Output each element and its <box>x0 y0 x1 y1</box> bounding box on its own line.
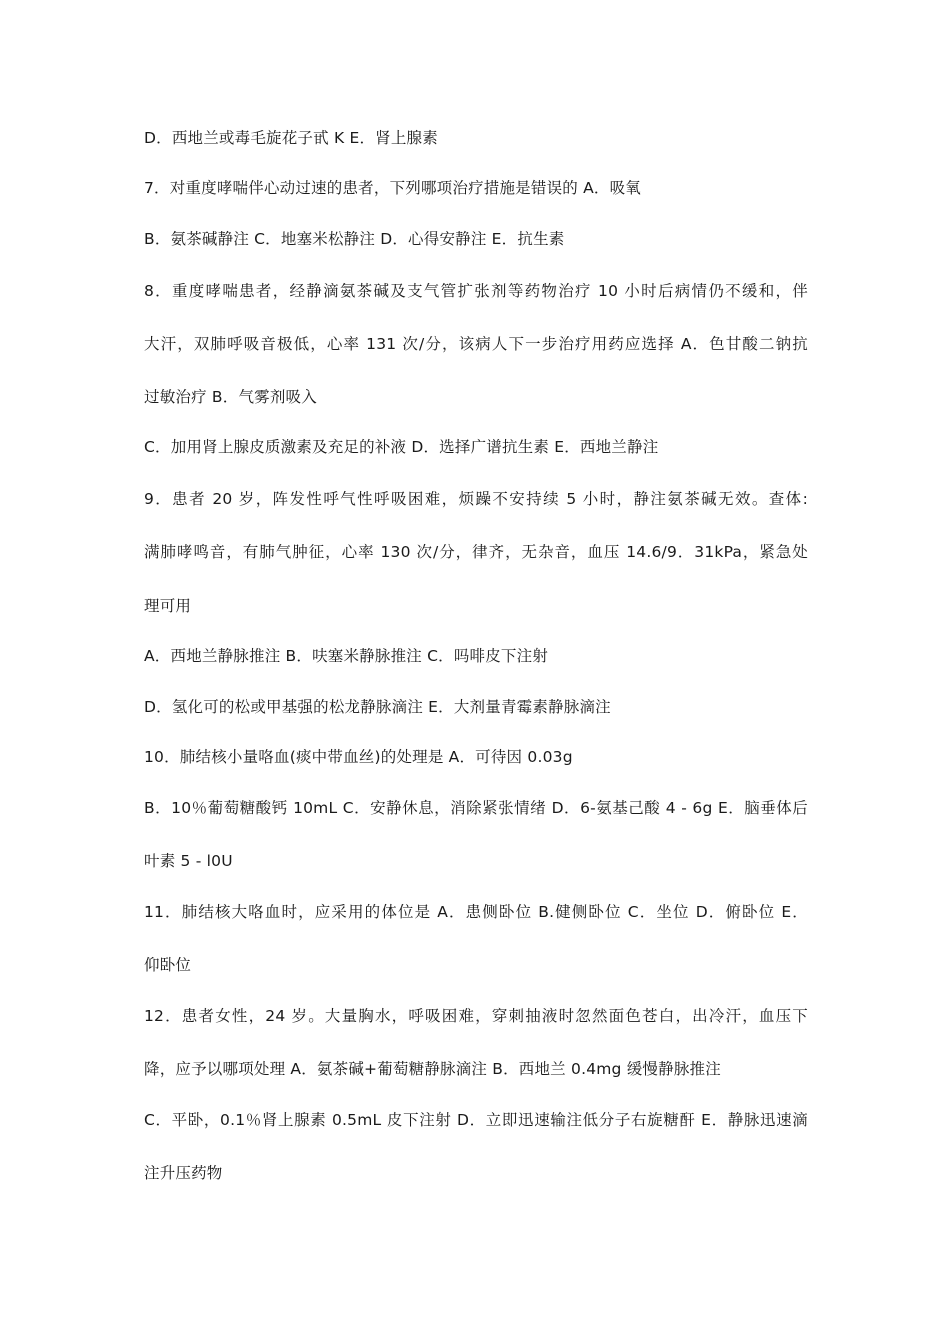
text-line: A．西地兰静脉推注 B．呋塞米静脉推注 C．吗啡皮下注射 <box>144 647 549 665</box>
question-11: 11．肺结核大咯血时，应采用的体位是 A．患侧卧位 B.健侧卧位 C．坐位 D．俯卧位 E． <box>144 903 808 921</box>
text-line: 理可用 <box>144 597 192 615</box>
text-line: C．加用肾上腺皮质激素及充足的补液 D．选择广谱抗生素 E．西地兰静注 <box>144 438 659 456</box>
text-line: D．西地兰或毒毛旋花子甙 K E．肾上腺素 <box>144 129 438 147</box>
text-line: 过敏治疗 B．气雾剂吸入 <box>144 388 317 406</box>
text-line: 注升压药物 <box>144 1164 223 1182</box>
question-9: 9．患者 20 岁，阵发性呼气性呼吸困难，烦躁不安持续 5 小时，静注氨茶碱无效。查体: <box>144 490 808 508</box>
question-8: 8．重度哮喘患者，经静滴氨茶碱及支气管扩张剂等药物治疗 10 小时后病情仍不缓和，伴 <box>144 282 808 300</box>
text-line: 叶素 5 - l0U <box>144 852 233 870</box>
text-line: B．氨茶碱静注 C．地塞米松静注 D．心得安静注 E．抗生素 <box>144 230 565 248</box>
question-7: 7．对重度哮喘伴心动过速的患者，下列哪项治疗措施是错误的 A．吸氧 <box>144 179 641 197</box>
text-line: 满肺哮鸣音，有肺气肿征，心率 130 次/分，律齐，无杂音，血压 14.6/9．31kPa，紧急处 <box>144 543 808 561</box>
question-12: 12．患者女性，24 岁。大量胸水，呼吸困难，穿刺抽液时忽然面色苍白，出冷汗，血压下 <box>144 1007 808 1025</box>
text-line: 仰卧位 <box>144 956 192 974</box>
text-line: C．平卧，0.1％肾上腺素 0.5mL 皮下注射 D．立即迅速输注低分子右旋糖酐 E．静脉迅速滴 <box>144 1111 808 1129</box>
text-line: 大汗，双肺呼吸音极低，心率 131 次/分，该病人下一步治疗用药应选择 A．色甘酸二钠抗 <box>144 335 808 353</box>
text-line: D．氢化可的松或甲基强的松龙静脉滴注 E．大剂量青霉素静脉滴注 <box>144 698 611 716</box>
question-10: 10．肺结核小量咯血(痰中带血丝)的处理是 A．可待因 0.03g <box>144 748 573 766</box>
text-line: B．10％葡萄糖酸钙 10mL C．安静休息，消除紧张情绪 D．6-氨基己酸 4 - 6g E．脑垂体后 <box>144 799 808 817</box>
text-line: 降，应予以哪项处理 A．氨茶碱+葡萄糖静脉滴注 B．西地兰 0.4mg 缓慢静脉推注 <box>144 1060 721 1078</box>
